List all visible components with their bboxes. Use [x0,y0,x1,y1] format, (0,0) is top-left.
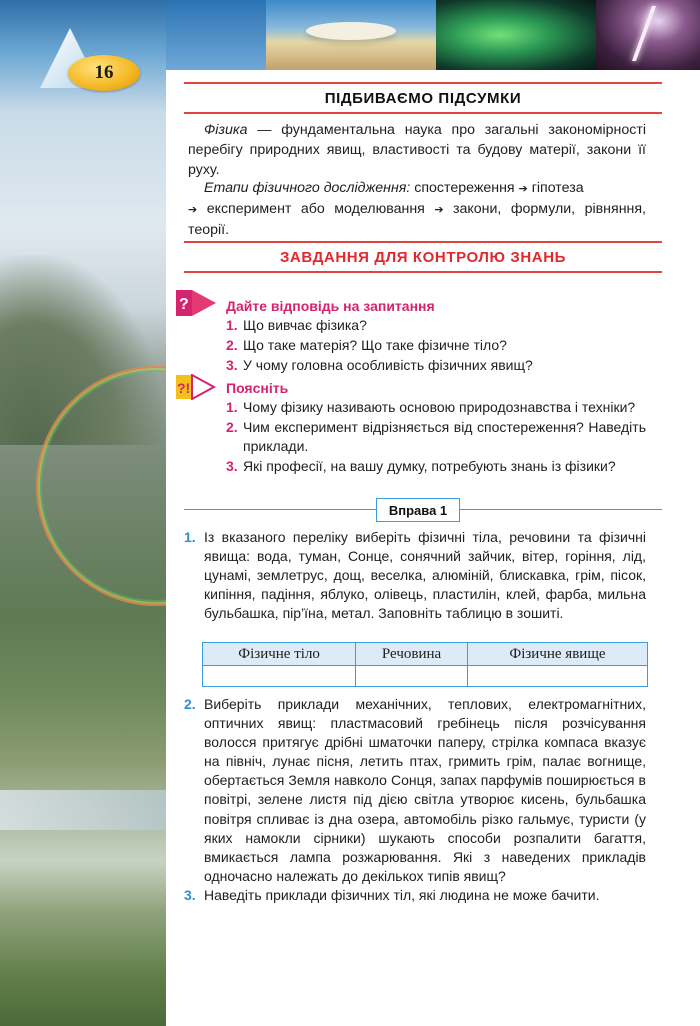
svg-text:?: ? [179,296,189,313]
arrow-icon: ➔ [434,204,444,216]
stage-hypothesis: гіпотеза [527,180,584,196]
list-item: 2. Виберіть приклади механічних, теплових, електромагнітних, оптичних явищ: пластмасовий гребінець після розчісування волосся притягує дрібні шматочки паперу, стрілка компаса вказує на північ, лунає пісня, летить птах, гримить грім, палає вогнище, обертається Земля навколо Сонця, запах парфумів поширюється в повітрі, зелене листя під дією світла утворює кисень, бульбашка повітря спливає із дна озера, автомобіль різко гальмує, туристи (у яких намокли сірники) шукають способи розпалити багаття, вмикається лампа розжарювання. Які з наведених прикладів одночасно належать до декількох типів явищ? [184,696,646,884]
answer-heading: Дайте відповідь на запитання [226,298,435,314]
list-item: 1. Що вивчає фізика? [226,317,367,333]
classification-table [202,642,648,687]
page-number: 16 [68,55,140,91]
question-icon [176,290,220,316]
explain-heading: Поясніть [226,380,289,396]
table-header-row [203,643,648,666]
explain-list [226,398,646,477]
table-row [203,666,648,687]
arrow-icon: ➔ [518,183,528,195]
aurora-image [436,0,596,70]
list-item: 3. Наведіть приклади фізичних тіл, які людина не може бачити. [184,886,600,903]
explain-icon [176,374,220,400]
task-list-1 [184,528,646,623]
list-item: 3. У чому головна особливість фізичних явищ? [226,357,533,373]
list-item: 1. Чому фізику називають основою природознавства і техніки? [226,399,636,415]
top-photo-strip [166,0,700,70]
lightning-image [596,0,700,70]
definition-text: — фундаментальна наука про загальні закономірності перебігу природних явищ, властивості та будову матерії, закони її руху. [188,122,646,178]
cloud-image [266,0,436,70]
stage-experiment: експеримент або моделювання [197,201,435,217]
control-title: ЗАВДАННЯ ДЛЯ КОНТРОЛЮ ЗНАНЬ [184,241,662,273]
list-item: 2. Що таке матерія? Що таке фізичне тіло? [226,337,507,353]
stages-term: Етапи фізичного дослідження: [204,180,411,196]
left-photo-strip [0,0,166,1026]
table-header: Фізичне тіло [203,643,356,666]
svg-text:?!: ?! [177,380,191,396]
table-cell [467,666,647,687]
stage-laws: закони, формули, рівняння, теорії. [188,201,646,238]
page-content [166,70,700,1026]
lake-image [0,790,166,830]
summary-title: ПІДБИВАЄМО ПІДСУМКИ [184,82,662,114]
exercise-label: Вправа 1 [376,498,460,522]
list-item: 3. Які професії, на вашу думку, потребують знань із фізики? [226,458,616,474]
list-item: 2. Чим експеримент відрізняється від спостереження? Наведіть приклади. [226,419,646,454]
stage-observation: спостереження [410,180,519,196]
research-stages [188,178,646,240]
answer-list [226,316,646,376]
arrow-icon: ➔ [188,204,198,216]
list-item: 1. Із вказаного переліку виберіть фізичні тіла, речовини та фізичні явища: вода, туман, Сонце, сонячний зайчик, вітер, горіння, лід, цунамі, землетрус, дощ, веселка, алюміній, блискавка, грім, пісок, кипіння, падіння, яблуко, олівець, пластилін, клей, фарба, мильна бульбашка, пір’їна, метал. Заповніть таблицю в зошиті. [184,529,646,622]
task-list-2 [184,695,646,905]
table-cell [356,666,468,687]
physics-term: Фізика [204,122,248,138]
table-header: Фізичне явище [467,643,647,666]
table-cell [203,666,356,687]
table-header: Речовина [356,643,468,666]
physics-definition [188,120,646,180]
sky-image [166,0,266,70]
